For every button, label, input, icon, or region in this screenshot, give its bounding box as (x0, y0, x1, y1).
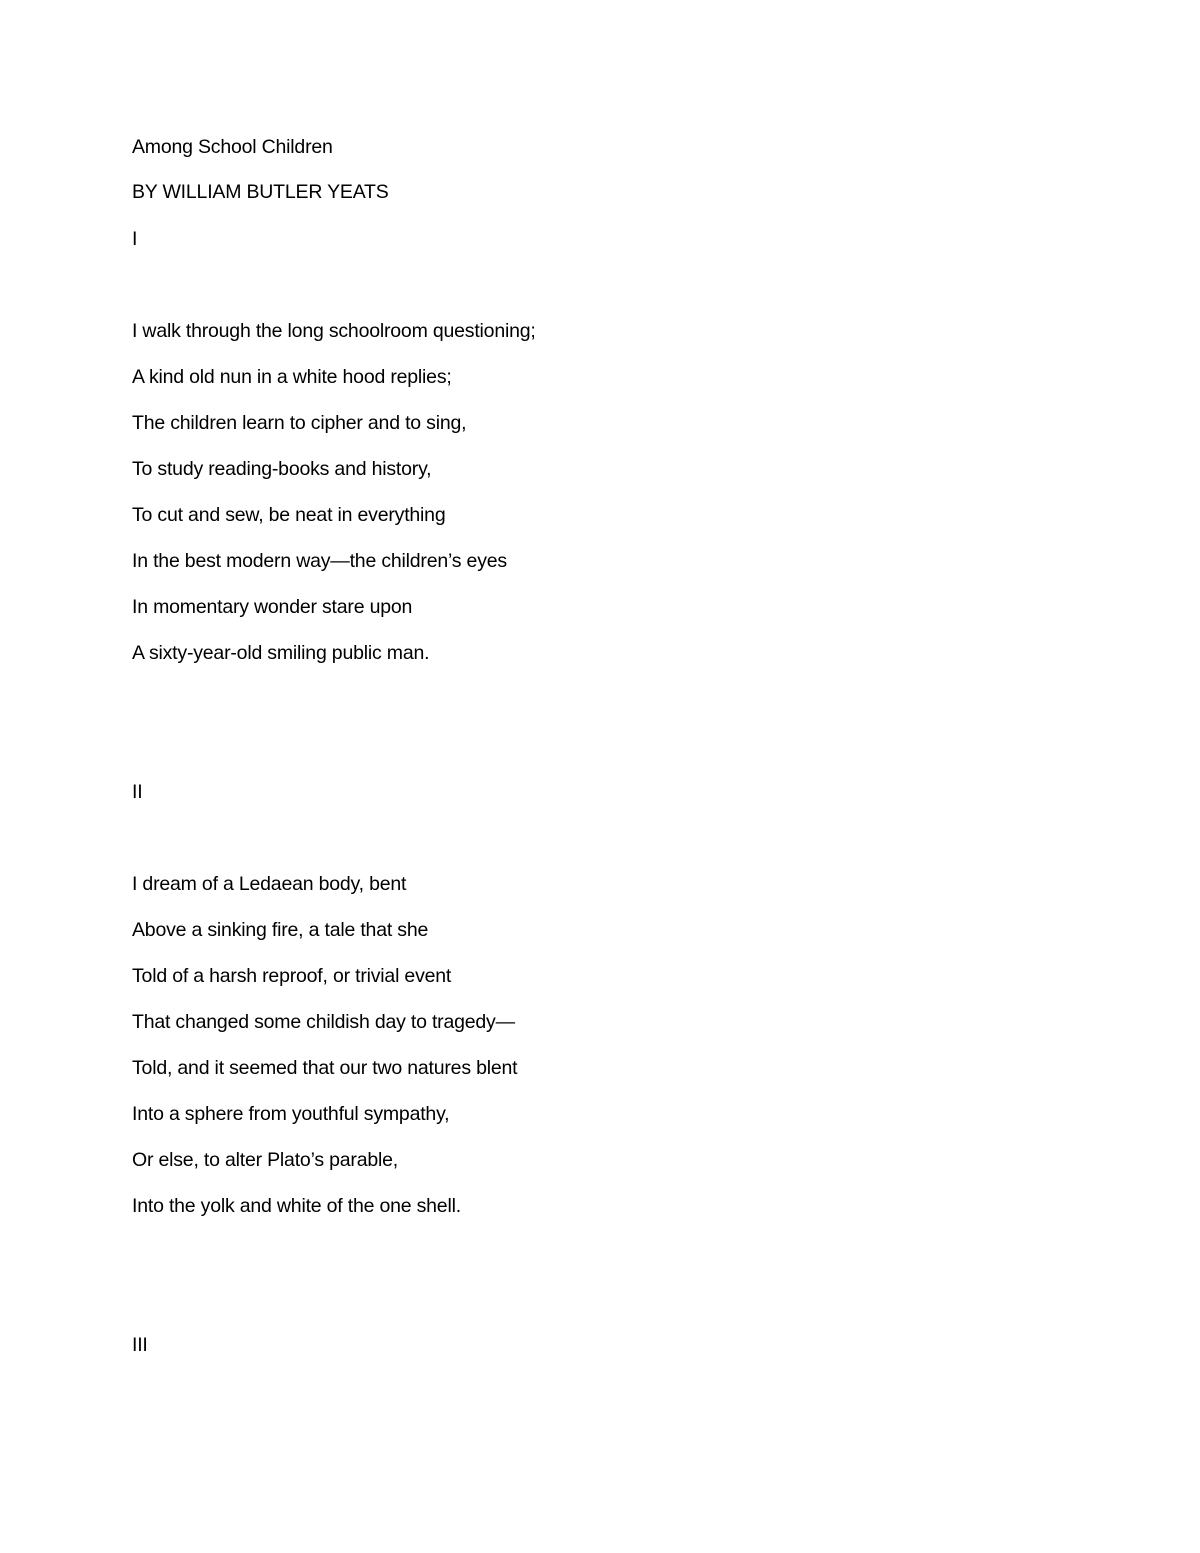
poem-author: BY WILLIAM BUTLER YEATS (132, 181, 389, 203)
poem-line: I walk through the long schoolroom questioning; (132, 320, 536, 342)
poem-line: To cut and sew, be neat in everything (132, 504, 446, 526)
poem-line: In momentary wonder stare upon (132, 596, 413, 618)
poem-line: Told, and it seemed that our two natures blent (132, 1057, 518, 1079)
poem-line: I dream of a Ledaean body, bent (132, 873, 407, 895)
poem-line: A sixty-year-old smiling public man. (132, 642, 430, 664)
poem-line: To study reading-books and history, (132, 458, 432, 480)
poem-line: Into the yolk and white of the one shell. (132, 1195, 461, 1217)
poem-line: The children learn to cipher and to sing, (132, 412, 467, 434)
stanza-numeral: I (132, 228, 138, 250)
stanza-numeral: II (132, 781, 143, 803)
poem-line: Told of a harsh reproof, or trivial event (132, 965, 452, 987)
poem-title: Among School Children (132, 136, 333, 158)
poem-line: Into a sphere from youthful sympathy, (132, 1103, 450, 1125)
stanza-numeral: III (132, 1334, 148, 1356)
poem-line: A kind old nun in a white hood replies; (132, 366, 452, 388)
poem-line: Above a sinking fire, a tale that she (132, 919, 429, 941)
poem-line: In the best modern way—the children’s eyes (132, 550, 507, 572)
poem-line: That changed some childish day to tragedy— (132, 1011, 515, 1033)
poem-line: Or else, to alter Plato’s parable, (132, 1149, 398, 1171)
